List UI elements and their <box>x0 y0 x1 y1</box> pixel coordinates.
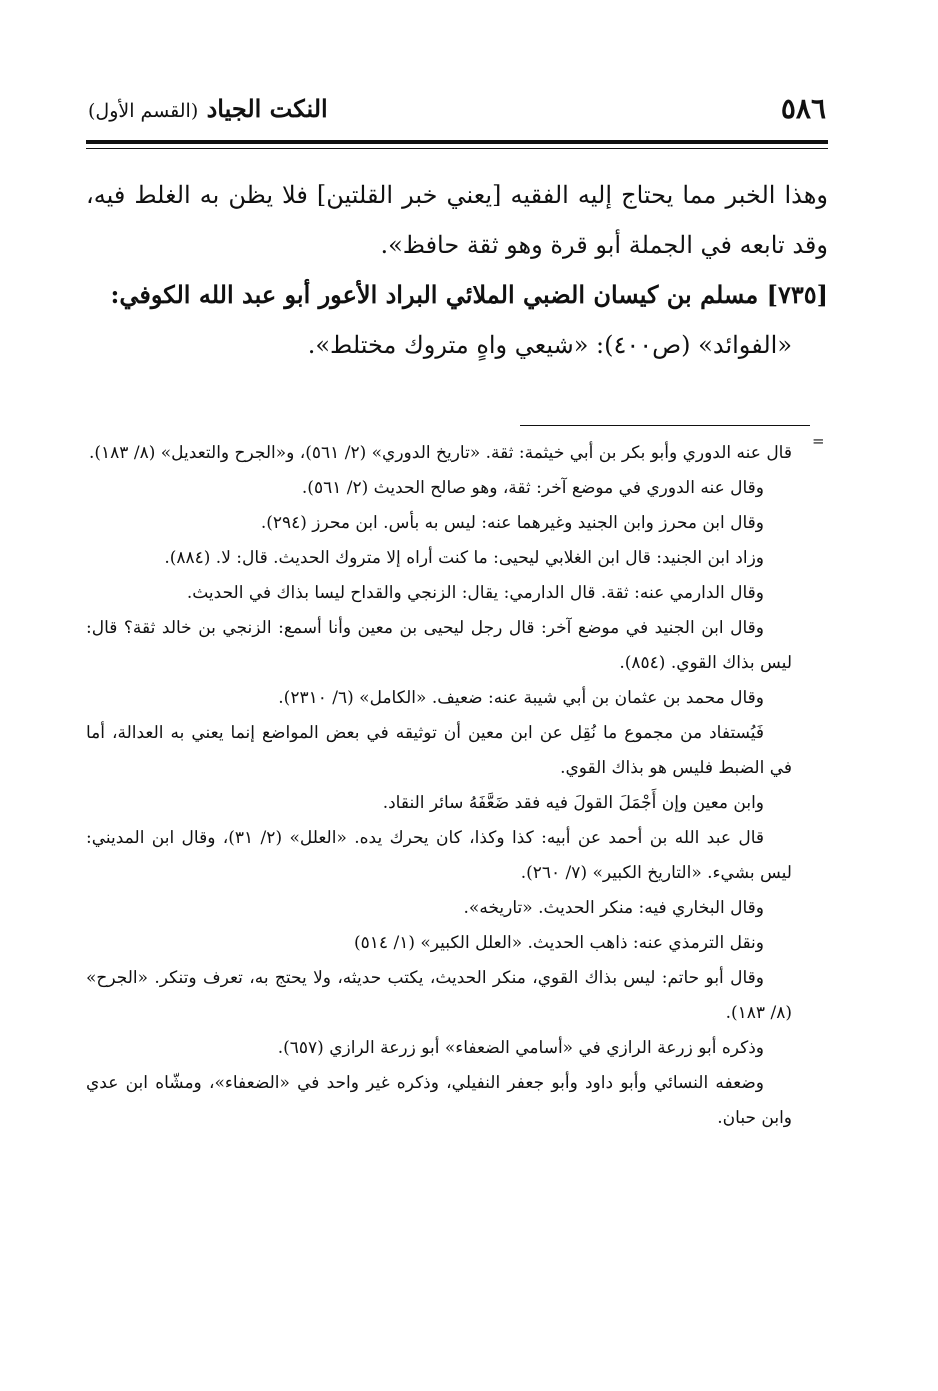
footnote-separator <box>520 425 810 426</box>
page-number: ٥٨٦ <box>780 92 826 125</box>
book-title-main: النكت الجياد <box>206 94 328 123</box>
footnote-paragraph: وزاد ابن الجنيد: قال ابن الغلابي ليحيى: ما كنت أراه إلا متروك الحديث. قال: لا. (٨٨٤). <box>164 548 764 568</box>
page-header <box>88 92 826 132</box>
footnote-paragraph: وذكره أبو زرعة الرازي في «أسامي الضعفاء» أبو زرعة الرازي (٦٥٧). <box>277 1038 764 1058</box>
footnote-paragraph: ونقل الترمذي عنه: ذاهب الحديث. «العلل الكبير» (١/ ٥١٤) <box>354 933 764 953</box>
intro-paragraph: وهذا الخبر مما يحتاج إليه الفقيه [يعني خبر القلتين] فلا يظن به الغلط فيه، وقد تابعه في الجملة أبو قرة وهو ثقة حافظ». <box>86 181 828 259</box>
entry-heading: [٧٣٥] مسلم بن كيسان الضبي الملائي البراد الأعور أبو عبد الله الكوفي: <box>110 280 828 309</box>
footnote-paragraph: فَيُستفاد من مجموع ما نُقِل عن ابن معين أن توثيقه في بعض المواضع إنما يعني به العدالة، أما في الضبط فليس هو بذاك القوي. <box>86 723 792 778</box>
entry-quote: «الفوائد» (ص٤٠٠): «شيعي واهٍ متروك مختلط». <box>307 331 792 359</box>
footnote-paragraph: وقال ابن محرز وابن الجنيد وغيرهما عنه: ليس به بأس. ابن محرز (٢٩٤). <box>260 513 764 533</box>
main-text <box>86 170 828 370</box>
book-title <box>88 94 328 123</box>
footnote-paragraph: وقال الدارمي عنه: ثقة. قال الدارمي: يقال: الزنجي والقداح ليسا بذاك في الحديث. <box>186 583 764 603</box>
footnote-paragraph: وقال ابن الجنيد في موضع آخر: قال رجل ليحيى بن معين وأنا أسمع: الزنجي بن خالد ثقة؟ قال: ليس بذاك القوي. (٨٥٤). <box>86 618 792 673</box>
footnote-continuation-marker: = <box>812 432 825 450</box>
book-part: (القسم الأول) <box>88 100 199 122</box>
footnote-paragraph: وقال عنه الدوري في موضع آخر: ثقة، وهو صالح الحديث (٢/ ٥٦١). <box>301 478 764 498</box>
footnote-paragraph: وقال أبو حاتم: ليس بذاك القوي، منكر الحديث، يكتب حديثه، ولا يحتج به، تعرف وتنكر. «الجرح» (٨/ ١٨٣). <box>86 968 792 1023</box>
footnote-paragraph: قال عبد الله بن أحمد عن أبيه: كذا وكذا، كان يحرك يده. «العلل» (٢/ ٣١)، وقال ابن المديني: ليس بشيء. «التاريخ الكبير» (٧/ ٢٦٠). <box>86 828 792 883</box>
footnote-paragraph: قال عنه الدوري وأبو بكر بن أبي خيثمة: ثقة. «تاريخ الدوري» (٢/ ٥٦١)، و«الجرح والتعديل» (٨/ ١٨٣). <box>89 443 792 463</box>
header-rule-thin <box>86 148 828 149</box>
footnote-paragraph: وقال محمد بن عثمان بن أبي شيبة عنه: ضعيف. «الكامل» (٦/ ٢٣١٠). <box>278 688 764 708</box>
header-rule-thick <box>86 140 828 144</box>
footnote-paragraph: وابن معين وإن أَجْمَلَ القولَ فيه فقد ضَعَّفَهُ سائر النقاد. <box>382 793 764 813</box>
footnotes <box>86 436 792 1136</box>
footnote-paragraph: وقال البخاري فيه: منكر الحديث. «تاريخه». <box>463 898 764 918</box>
footnote-paragraph: وضعفه النسائي وأبو داود وأبو جعفر النفيلي، وذكره غير واحد في «الضعفاء»، ومشّاه ابن عدي وابن حبان. <box>86 1073 792 1128</box>
